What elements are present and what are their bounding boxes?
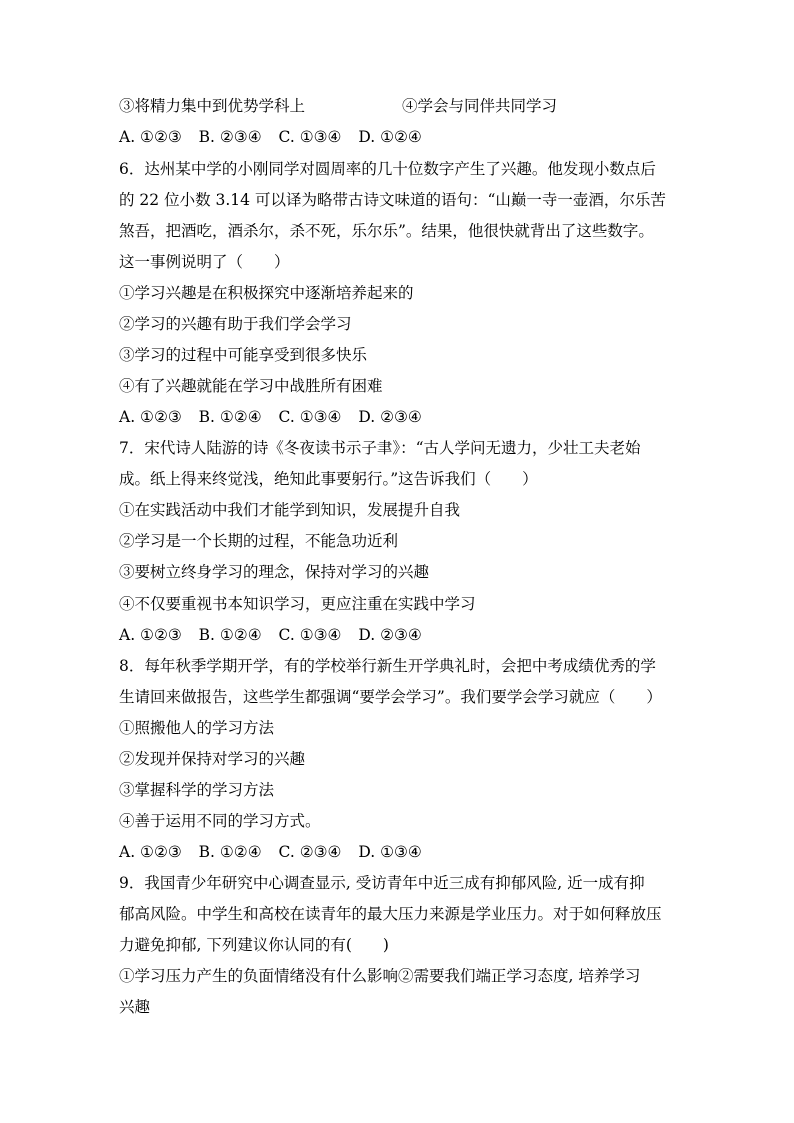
question-9-stem: 9．我国青少年研究中心调查显示, 受访青年中近三成有抑郁风险, 近一成有抑: [119, 874, 645, 892]
question-7-answers: [119, 625, 679, 645]
question-9-stem: 郁高风险。中学生和高校在读青年的最大压力来源是学业压力。对于如何释放压: [119, 905, 662, 923]
option-4: ④学会与同伴共同学习: [402, 97, 558, 115]
answer-b: B. ①②④: [198, 843, 262, 861]
question-7-option: ②学习是一个长期的过程，不能急功近利: [119, 532, 399, 550]
option-3: ③将精力集中到优势学科上: [119, 97, 306, 115]
question-9-option: 兴趣: [119, 998, 151, 1016]
question-8-answers: [119, 842, 679, 862]
question-8-stem: 8．每年秋季学期开学，有的学校举行新生开学典礼时，会把中考成绩优秀的学: [119, 657, 656, 675]
question-8-stem: 生请回来做报告，这些学生都强调“要学会学习”。我们要学会学习就应（ ）: [119, 688, 662, 706]
question-8-option: ①照搬他人的学习方法: [119, 719, 275, 737]
answer-d: D. ②③④: [358, 408, 422, 426]
question-9-option: ①学习压力产生的负面情绪没有什么影响②需要我们端正学习态度, 培养学习: [119, 967, 641, 985]
question-6-option: ②学习的兴趣有助于我们学会学习: [119, 315, 352, 333]
answer-b: B. ①②④: [198, 626, 262, 644]
answer-a: A. ①②③: [119, 843, 182, 861]
answer-c: C. ①③④: [278, 626, 342, 644]
answer-d: D. ①②④: [358, 128, 422, 146]
question-6-option: ④有了兴趣就能在学习中战胜所有困难: [119, 377, 383, 395]
answer-d: D. ②③④: [358, 626, 422, 644]
answer-c: C. ②③④: [278, 843, 342, 861]
answer-a: A. ①②③: [119, 128, 182, 146]
question-7-option: ①在实践活动中我们才能学到知识，发展提升自我: [119, 501, 461, 519]
question-5-option-row: [119, 96, 679, 116]
question-6-stem: 煞吾，把酒吃，酒杀尔，杀不死，乐尔乐”。结果，他很快就背出了这些数字。: [119, 222, 654, 240]
answer-a: A. ①②③: [119, 408, 182, 426]
question-6-stem: 的 22 位小数 3.14 可以译为略带古诗文味道的语句：“山巅一寺一壶酒，尔乐苦: [119, 191, 666, 209]
question-6-stem: 这一事例说明了（ ）: [119, 253, 290, 271]
question-7-option: ④不仅要重视书本知识学习，更应注重在实践中学习: [119, 595, 476, 613]
question-9-stem: 力避免抑郁, 下列建议你认同的有( ): [119, 936, 389, 954]
question-7-stem: 7．宋代诗人陆游的诗《冬夜读书示子聿》：“古人学问无遗力，少壮工夫老始: [119, 439, 641, 457]
question-8-option: ④善于运用不同的学习方式。: [119, 812, 321, 830]
question-6-stem: 6．达州某中学的小刚同学对圆周率的几十位数字产生了兴趣。他发现小数点后: [119, 160, 656, 178]
question-6-option: ③学习的过程中可能享受到很多快乐: [119, 346, 368, 364]
question-7-option: ③要树立终身学习的理念，保持对学习的兴趣: [119, 563, 430, 581]
question-7-stem: 成。纸上得来终觉浅，绝知此事要躬行。”这告诉我们（ ）: [119, 470, 538, 488]
question-8-option: ②发现并保持对学习的兴趣: [119, 750, 306, 768]
question-5-answers: [119, 127, 679, 147]
question-6-answers: [119, 407, 679, 427]
answer-d: D. ①③④: [358, 843, 422, 861]
answer-c: C. ①③④: [278, 128, 342, 146]
question-6-option: ①学习兴趣是在积极探究中逐渐培养起来的: [119, 284, 414, 302]
answer-c: C. ①③④: [278, 408, 342, 426]
answer-b: B. ①②④: [198, 408, 262, 426]
question-8-option: ③掌握科学的学习方法: [119, 781, 275, 799]
answer-a: A. ①②③: [119, 626, 182, 644]
answer-b: B. ②③④: [198, 128, 262, 146]
